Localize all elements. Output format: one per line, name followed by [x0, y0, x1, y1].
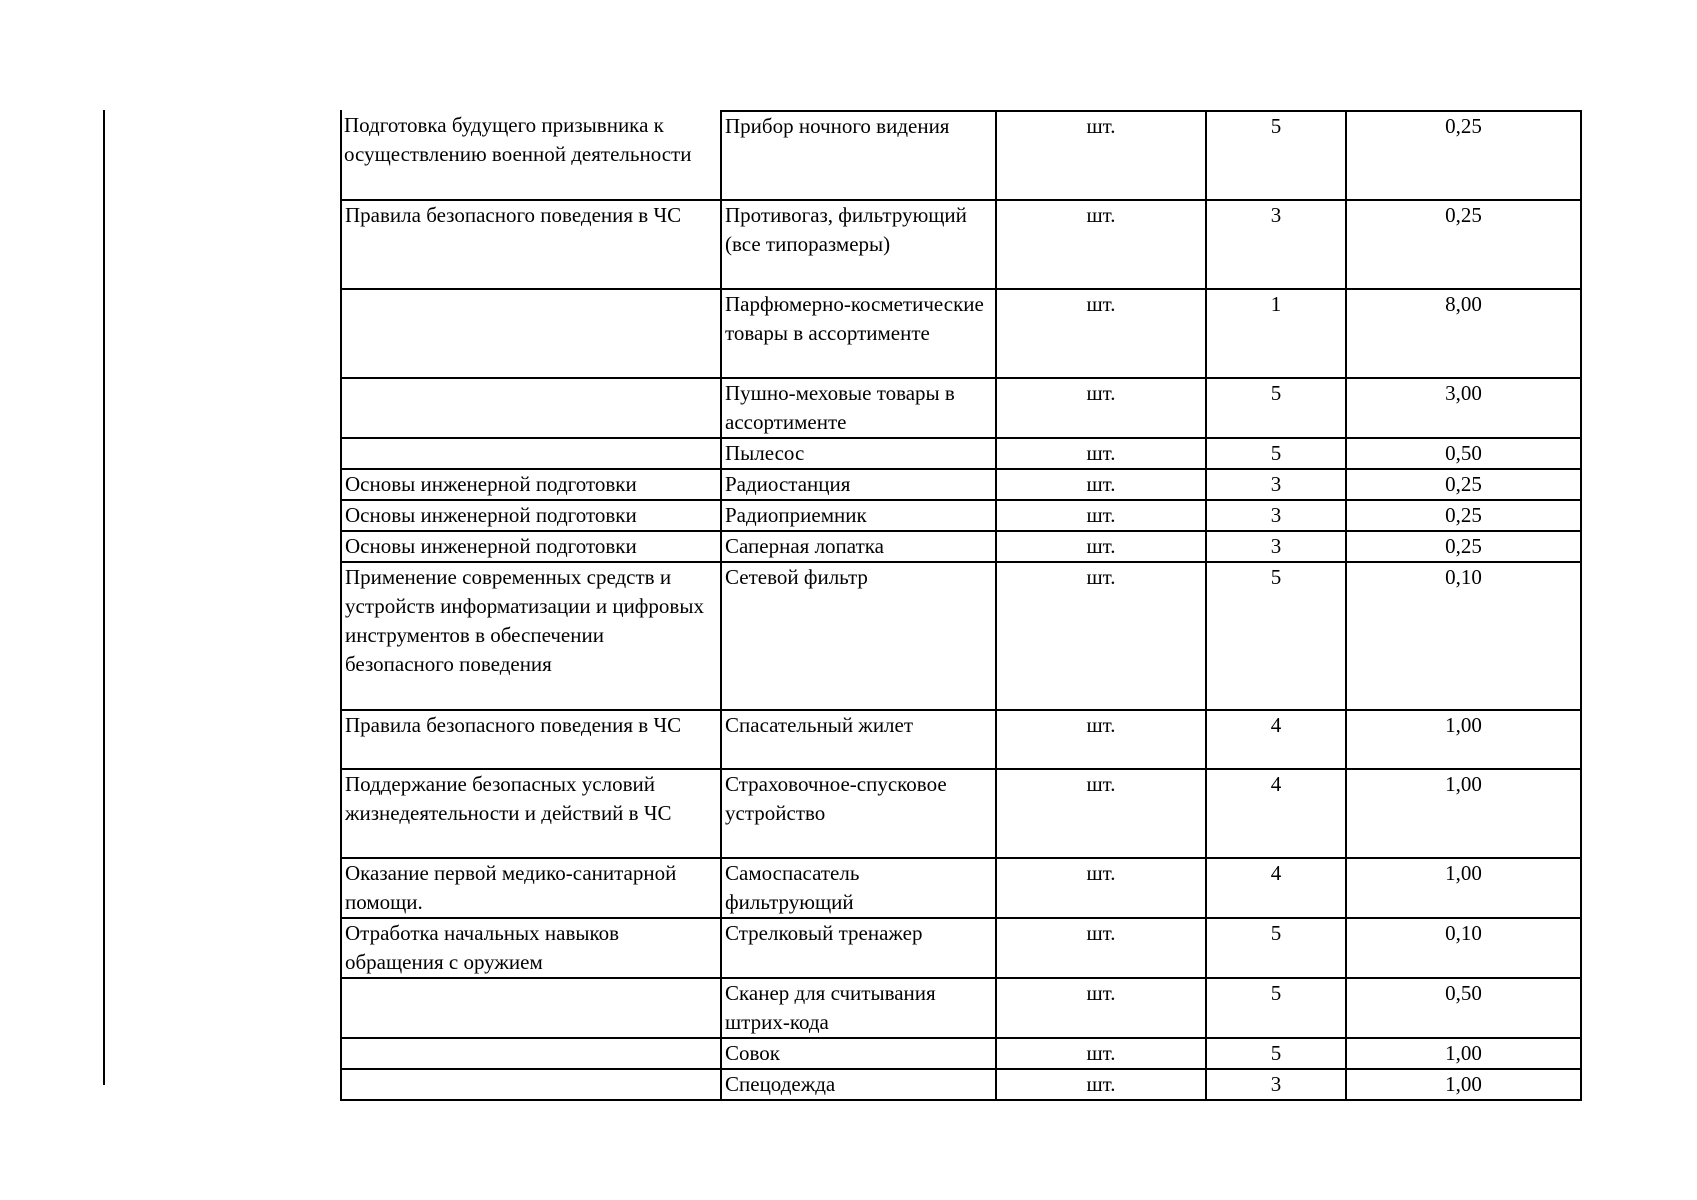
- norm-cell: 0,10: [1346, 562, 1581, 710]
- item-cell: Саперная лопатка: [721, 531, 996, 562]
- item-cell: Спецодежда: [721, 1069, 996, 1100]
- table-row: [341, 918, 1581, 978]
- table-row: [341, 1038, 1581, 1069]
- topic-cell: Правила безопасного поведения в ЧС: [341, 200, 721, 289]
- topic-cell: [341, 438, 721, 469]
- norm-cell: 0,25: [1346, 469, 1581, 500]
- item-cell: Радиоприемник: [721, 500, 996, 531]
- item-cell: Противогаз, фильтрующий (все типоразмеры): [721, 200, 996, 289]
- unit-cell: шт.: [996, 562, 1206, 710]
- qty-cell: 5: [1206, 1038, 1346, 1069]
- table-row: [341, 1069, 1581, 1100]
- item-cell: Прибор ночного видения: [721, 111, 996, 200]
- table-row: [341, 200, 1581, 289]
- qty-cell: 3: [1206, 500, 1346, 531]
- unit-cell: шт.: [996, 378, 1206, 438]
- equipment-table: [340, 110, 1582, 1101]
- topic-cell: [341, 378, 721, 438]
- item-cell: Парфюмерно-косметические товары в ассортименте: [721, 289, 996, 378]
- item-cell: Сканер для считывания штрих-кода: [721, 978, 996, 1038]
- topic-cell: [341, 1069, 721, 1100]
- table-row: [341, 978, 1581, 1038]
- table-row: [341, 769, 1581, 858]
- qty-cell: 5: [1206, 378, 1346, 438]
- topic-cell: Применение современных средств и устройств информатизации и цифровых инструментов в обеспечении безопасного поведения: [341, 562, 721, 710]
- unit-cell: шт.: [996, 978, 1206, 1038]
- unit-cell: шт.: [996, 858, 1206, 918]
- qty-cell: 3: [1206, 469, 1346, 500]
- unit-cell: шт.: [996, 769, 1206, 858]
- unit-cell: шт.: [996, 289, 1206, 378]
- norm-cell: 0,25: [1346, 200, 1581, 289]
- topic-cell: Подготовка будущего призывника к осуществлению военной деятельности: [341, 111, 721, 200]
- qty-cell: 4: [1206, 858, 1346, 918]
- table-row: [341, 500, 1581, 531]
- qty-cell: 3: [1206, 1069, 1346, 1100]
- unit-cell: шт.: [996, 918, 1206, 978]
- qty-cell: 5: [1206, 438, 1346, 469]
- norm-cell: 1,00: [1346, 858, 1581, 918]
- topic-cell: [341, 1038, 721, 1069]
- qty-cell: 3: [1206, 200, 1346, 289]
- item-cell: Совок: [721, 1038, 996, 1069]
- norm-cell: 1,00: [1346, 1038, 1581, 1069]
- table-row: [341, 562, 1581, 710]
- norm-cell: 3,00: [1346, 378, 1581, 438]
- unit-cell: шт.: [996, 710, 1206, 769]
- item-cell: Радиостанция: [721, 469, 996, 500]
- norm-cell: 8,00: [1346, 289, 1581, 378]
- norm-cell: 1,00: [1346, 1069, 1581, 1100]
- norm-cell: 0,50: [1346, 978, 1581, 1038]
- qty-cell: 3: [1206, 531, 1346, 562]
- topic-cell: Правила безопасного поведения в ЧС: [341, 710, 721, 769]
- qty-cell: 5: [1206, 111, 1346, 200]
- qty-cell: 4: [1206, 769, 1346, 858]
- item-cell: Самоспасатель фильтрующий: [721, 858, 996, 918]
- unit-cell: шт.: [996, 111, 1206, 200]
- table-row: [341, 378, 1581, 438]
- table-row: [341, 710, 1581, 769]
- page-margin-rule: [103, 110, 105, 1085]
- topic-cell: Поддержание безопасных условий жизнедеятельности и действий в ЧС: [341, 769, 721, 858]
- unit-cell: шт.: [996, 1038, 1206, 1069]
- qty-cell: 1: [1206, 289, 1346, 378]
- topic-cell: Отработка начальных навыков обращения с оружием: [341, 918, 721, 978]
- norm-cell: 0,25: [1346, 531, 1581, 562]
- item-cell: Сетевой фильтр: [721, 562, 996, 710]
- norm-cell: 0,25: [1346, 111, 1581, 200]
- topic-cell: Основы инженерной подготовки: [341, 500, 721, 531]
- table-row: [341, 858, 1581, 918]
- unit-cell: шт.: [996, 500, 1206, 531]
- topic-cell: Оказание первой медико-санитарной помощи.: [341, 858, 721, 918]
- table-row: [341, 289, 1581, 378]
- unit-cell: шт.: [996, 1069, 1206, 1100]
- topic-cell: Основы инженерной подготовки: [341, 469, 721, 500]
- table-row: [341, 531, 1581, 562]
- norm-cell: 1,00: [1346, 769, 1581, 858]
- table-row: [341, 111, 1581, 200]
- norm-cell: 1,00: [1346, 710, 1581, 769]
- qty-cell: 5: [1206, 978, 1346, 1038]
- item-cell: Пушно-меховые товары в ассортименте: [721, 378, 996, 438]
- topic-cell: [341, 978, 721, 1038]
- norm-cell: 0,10: [1346, 918, 1581, 978]
- item-cell: Пылесос: [721, 438, 996, 469]
- unit-cell: шт.: [996, 469, 1206, 500]
- norm-cell: 0,50: [1346, 438, 1581, 469]
- item-cell: Стрелковый тренажер: [721, 918, 996, 978]
- qty-cell: 5: [1206, 918, 1346, 978]
- unit-cell: шт.: [996, 531, 1206, 562]
- qty-cell: 5: [1206, 562, 1346, 710]
- unit-cell: шт.: [996, 438, 1206, 469]
- item-cell: Страховочное-спусковое устройство: [721, 769, 996, 858]
- table-row: [341, 438, 1581, 469]
- table-row: [341, 469, 1581, 500]
- item-cell: Спасательный жилет: [721, 710, 996, 769]
- topic-cell: [341, 289, 721, 378]
- norm-cell: 0,25: [1346, 500, 1581, 531]
- qty-cell: 4: [1206, 710, 1346, 769]
- topic-cell: Основы инженерной подготовки: [341, 531, 721, 562]
- unit-cell: шт.: [996, 200, 1206, 289]
